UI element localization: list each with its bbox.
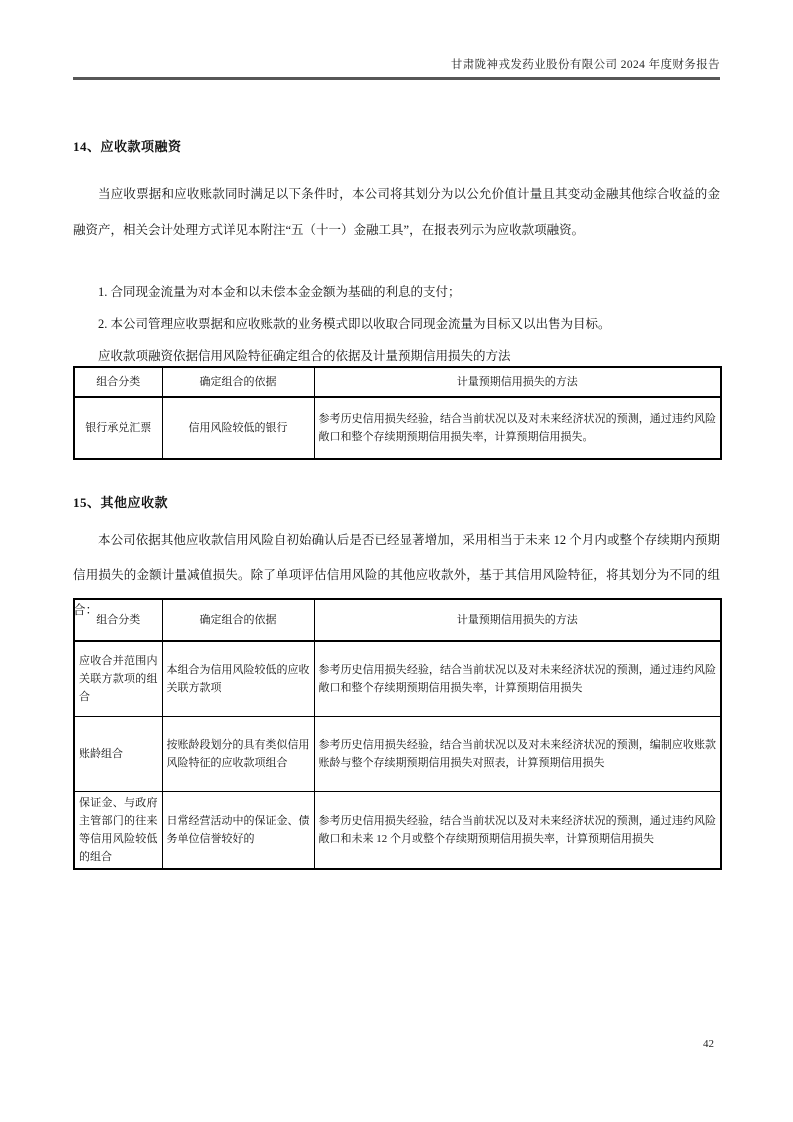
section-15-title: 15、其他应收款 xyxy=(73,495,169,510)
table-row xyxy=(74,717,721,792)
cell-basis: 日常经营活动中的保证金、债务单位信誉较好的 xyxy=(162,792,314,870)
cell-portfolio: 银行承兑汇票 xyxy=(74,397,162,459)
col-header-portfolio: 组合分类 xyxy=(74,367,162,397)
table-header-row xyxy=(74,599,721,641)
cell-method: 参考历史信用损失经验，结合当前状况以及对未来经济状况的预测，通过违约风险敞口和整个存续期预期信用损失率，计算预期信用损失。 xyxy=(314,397,721,459)
table-row xyxy=(74,397,721,459)
col-header-portfolio: 组合分类 xyxy=(74,599,162,641)
condition-item-2: 2. 本公司管理应收票据和应收账款的业务模式即以收取合同现金流量为目标又以出售为目标。 xyxy=(98,317,611,331)
section-15-paragraph: 本公司依据其他应收款信用风险自初始确认后是否已经显著增加，采用相当于未来 12 个月内或整个存续期内预期信用损失的金额计量减值损失。除了单项评估信用风险的其他应收款外，基于其信用风险特征，将其划分为不同的组合： xyxy=(73,533,720,617)
cell-method: 参考历史信用损失经验，结合当前状况以及对未来经济状况的预测，通过违约风险敞口和整个存续期预期信用损失率，计算预期信用损失 xyxy=(314,641,721,717)
cell-basis: 按账龄段划分的具有类似信用风险特征的应收款项组合 xyxy=(162,717,314,792)
page-number: 42 xyxy=(703,1038,714,1050)
cell-basis: 本组合为信用风险较低的应收关联方款项 xyxy=(162,641,314,717)
cell-portfolio: 账龄组合 xyxy=(74,717,162,792)
cell-portfolio: 保证金、与政府主管部门的往来等信用风险较低的组合 xyxy=(74,792,162,870)
running-header: 甘肃陇神戎发药业股份有限公司 2024 年度财务报告 xyxy=(450,59,720,71)
section-14-conditions xyxy=(73,276,720,372)
cell-method: 参考历史信用损失经验，结合当前状况以及对未来经济状况的预测，编制应收账款账龄与整个存续期预期信用损失对照表，计算预期信用损失 xyxy=(314,717,721,792)
section-14-paragraph: 当应收票据和应收账款同时满足以下条件时，本公司将其划分为以公允价值计量且其变动金融其他综合收益的金融资产，相关会计处理方式详见本附注“五（十一）金融工具”，在报表列示为应收款项融资。 xyxy=(73,187,720,237)
receivables-financing-table xyxy=(73,366,722,460)
cell-portfolio: 应收合并范围内关联方款项的组合 xyxy=(74,641,162,717)
header-divider xyxy=(73,77,720,80)
condition-item-1: 1. 合同现金流量为对本金和以未偿本金金额为基础的利息的支付； xyxy=(98,285,461,299)
cell-method: 参考历史信用损失经验，结合当前状况以及对未来经济状况的预测，通过违约风险敞口和未来 12 个月或整个存续期预期信用损失率，计算预期信用损失 xyxy=(314,792,721,870)
col-header-method: 计量预期信用损失的方法 xyxy=(314,599,721,641)
table-header-row xyxy=(74,367,721,397)
other-receivables-table xyxy=(73,598,722,870)
table-row xyxy=(74,641,721,717)
col-header-basis: 确定组合的依据 xyxy=(162,599,314,641)
col-header-basis: 确定组合的依据 xyxy=(162,367,314,397)
table-intro-line: 应收款项融资依据信用风险特征确定组合的依据及计量预期信用损失的方法 xyxy=(98,349,511,363)
cell-basis: 信用风险较低的银行 xyxy=(162,397,314,459)
table-row xyxy=(74,792,721,870)
section-14-title: 14、应收款项融资 xyxy=(73,139,182,154)
col-header-method: 计量预期信用损失的方法 xyxy=(314,367,721,397)
